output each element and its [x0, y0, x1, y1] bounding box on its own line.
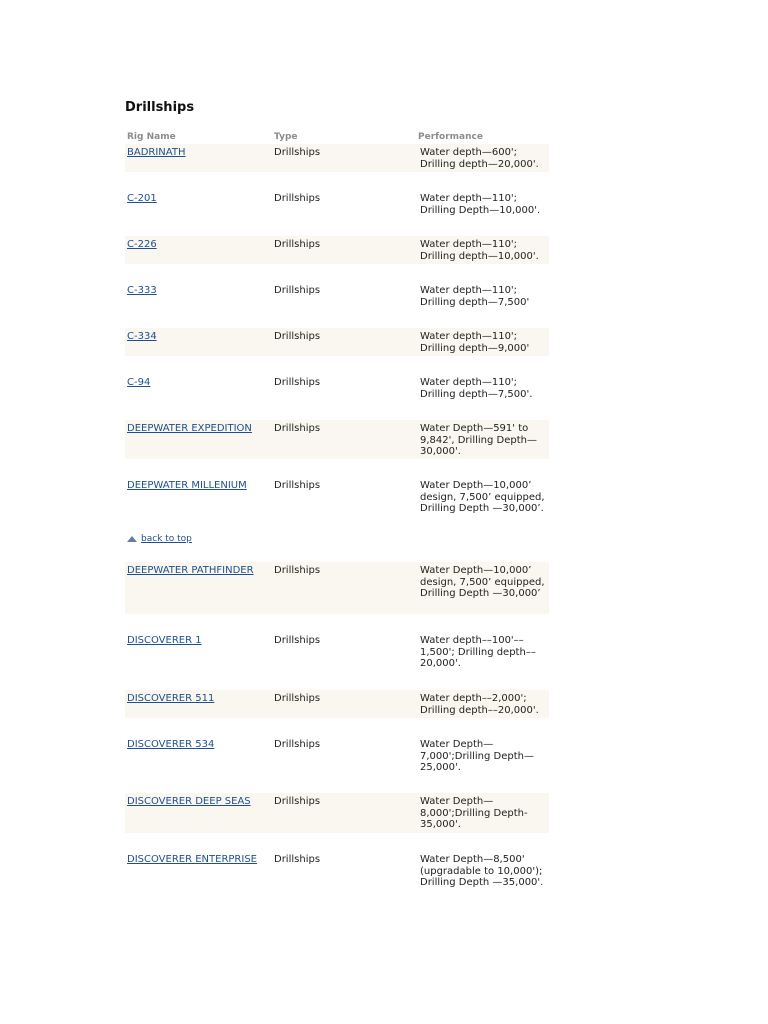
header-type: Type: [274, 132, 298, 142]
rig-type: Drillships: [274, 239, 321, 250]
rig-link[interactable]: BADRINATH: [127, 147, 186, 158]
rig-link[interactable]: DEEPWATER EXPEDITION: [127, 423, 252, 434]
table-row: [125, 690, 549, 718]
table-row: [125, 851, 549, 903]
rig-type: Drillships: [274, 739, 321, 750]
rig-link[interactable]: C-201: [127, 193, 157, 204]
rig-performance: Water depth—110'; Drilling depth—10,000'.: [420, 239, 539, 262]
rig-performance: Water depth—110'; Drilling depth—7,500': [420, 285, 530, 308]
back-to-top-link[interactable]: back to top: [141, 534, 192, 544]
table-row: [125, 282, 549, 310]
rig-performance: Water depth—110'; Drilling Depth—10,000'.: [420, 193, 541, 216]
rig-type: Drillships: [274, 565, 321, 576]
rig-link[interactable]: DISCOVERER DEEP SEAS: [127, 796, 251, 807]
rig-link[interactable]: DISCOVERER 534: [127, 739, 215, 750]
rig-link[interactable]: DISCOVERER ENTERPRISE: [127, 854, 257, 865]
rig-performance: Water depth—600'; Drilling depth—20,000'.: [420, 147, 539, 170]
rig-type: Drillships: [274, 854, 321, 865]
rig-type: Drillships: [274, 331, 321, 342]
table-header: [125, 130, 549, 144]
rig-performance: Water Depth—10,000’ design, 7,500’ equipped, Drilling Depth —30,000’: [420, 565, 545, 600]
rig-performance: Water Depth—7,000';Drilling Depth—25,000'.: [420, 739, 534, 774]
rig-type: Drillships: [274, 423, 321, 434]
rig-performance: Water depth—110'; Drilling depth—7,500'.: [420, 377, 533, 400]
arrow-up-icon: [127, 536, 137, 542]
header-performance: Performance: [418, 132, 483, 142]
rig-performance: Water Depth—8,500' (upgradable to 10,000'); Drilling Depth —35,000'.: [420, 854, 544, 889]
rig-performance: Water depth––100'––1,500'; Drilling depth––20,000'.: [420, 635, 536, 670]
rig-link[interactable]: DEEPWATER MILLENIUM: [127, 480, 247, 491]
rig-performance: Water Depth—10,000’ design, 7,500’ equipped, Drilling Depth —30,000’.: [420, 480, 545, 515]
table-row: [125, 236, 549, 264]
table-row: [125, 562, 549, 614]
table-row: [125, 477, 549, 531]
rig-type: Drillships: [274, 480, 321, 491]
rig-type: Drillships: [274, 796, 321, 807]
rig-link[interactable]: C-94: [127, 377, 151, 388]
rig-link[interactable]: C-226: [127, 239, 157, 250]
rig-link[interactable]: DISCOVERER 1: [127, 635, 202, 646]
rig-link[interactable]: DEEPWATER PATHFINDER: [127, 565, 254, 576]
header-rig-name: Rig Name: [127, 132, 176, 142]
back-to-top: [125, 531, 549, 547]
rig-link[interactable]: DISCOVERER 511: [127, 693, 215, 704]
rig-type: Drillships: [274, 285, 321, 296]
rig-type: Drillships: [274, 377, 321, 388]
table-row: [125, 736, 549, 775]
rig-performance: Water Depth—8,000';Drilling Depth-35,000'.: [420, 796, 528, 831]
table-row: [125, 374, 549, 402]
rig-performance: Water Depth—591' to 9,842', Drilling Depth—30,000'.: [420, 423, 537, 458]
table-row: [125, 328, 549, 356]
table-row: [125, 632, 549, 672]
rig-type: Drillships: [274, 635, 321, 646]
rig-link[interactable]: C-333: [127, 285, 157, 296]
table-row: [125, 190, 549, 218]
rig-type: Drillships: [274, 147, 321, 158]
rig-performance: Water depth—110'; Drilling depth—9,000': [420, 331, 530, 354]
rig-performance: Water depth––2,000'; Drilling depth––20,000'.: [420, 693, 539, 716]
page-title: Drillships: [125, 100, 195, 115]
drillships-section: [125, 98, 549, 903]
rig-type: Drillships: [274, 193, 321, 204]
table-row: [125, 144, 549, 172]
table-row: [125, 793, 549, 833]
rig-type: Drillships: [274, 693, 321, 704]
rig-link[interactable]: C-334: [127, 331, 157, 342]
table-row: [125, 420, 549, 459]
